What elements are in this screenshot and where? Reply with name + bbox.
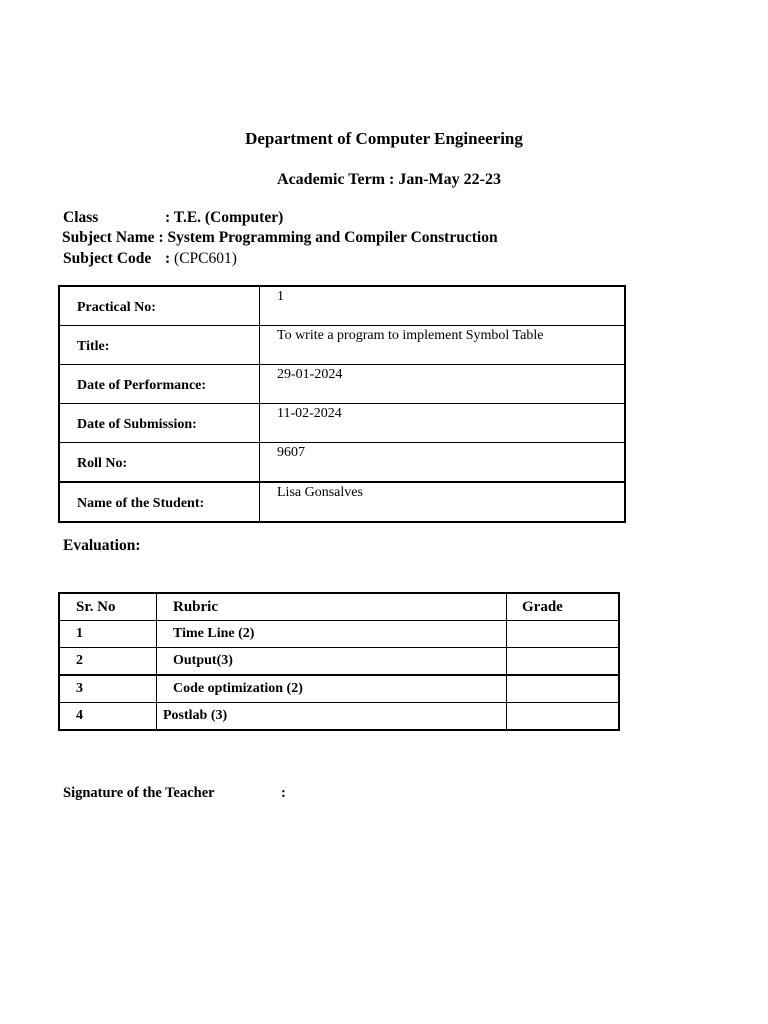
signature-colon: :: [281, 785, 286, 801]
practical-details-table: [58, 285, 626, 523]
class-label: Class: [63, 209, 99, 226]
table-row: [59, 675, 619, 703]
sr-no-cell: 4: [59, 703, 157, 731]
table-row: [59, 621, 619, 648]
subject-code-value: (CPC601): [174, 250, 237, 267]
table-row: [59, 404, 625, 443]
table-row: [59, 326, 625, 365]
subject-code-line: [63, 250, 237, 268]
table-header-row: [59, 593, 619, 621]
roll-no-label: Roll No:: [59, 443, 260, 483]
sr-no-cell: 1: [59, 621, 157, 648]
class-line: [63, 209, 283, 227]
rubric-cell: Code optimization (2): [157, 675, 507, 703]
rubric-cell: Output(3): [157, 648, 507, 676]
class-value: : T.E. (Computer): [165, 209, 284, 226]
practical-no-label: Practical No:: [59, 286, 260, 326]
rubric-cell: Postlab (3): [157, 703, 507, 731]
grade-cell: [507, 675, 620, 703]
signature-label: Signature of the Teacher: [63, 785, 215, 801]
date-of-submission-value: 11-02-2024: [260, 404, 626, 443]
student-name-label: Name of the Student:: [59, 482, 260, 522]
title-value: To write a program to implement Symbol Table: [260, 326, 626, 365]
sr-no-cell: 2: [59, 648, 157, 676]
subject-name-line: [62, 229, 498, 247]
subject-code-label: Subject Code: [63, 250, 152, 267]
date-of-performance-value: 29-01-2024: [260, 365, 626, 404]
grade-cell: [507, 648, 620, 676]
sr-no-cell: 3: [59, 675, 157, 703]
grade-cell: [507, 703, 620, 731]
table-row: [59, 703, 619, 731]
rubric-cell: Time Line (2): [157, 621, 507, 648]
subject-code-sep: :: [165, 250, 171, 267]
practical-no-value: 1: [260, 286, 626, 326]
evaluation-heading: Evaluation:: [63, 537, 141, 554]
subject-name-value: : System Programming and Compiler Construction: [158, 229, 498, 246]
column-header-grade: Grade: [507, 593, 620, 621]
title-label: Title:: [59, 326, 260, 365]
academic-term: Academic Term : Jan-May 22-23: [277, 171, 501, 188]
teacher-signature-line: [63, 785, 286, 802]
column-header-sr-no: Sr. No: [59, 593, 157, 621]
date-of-performance-label: Date of Performance:: [59, 365, 260, 404]
student-name-value: Lisa Gonsalves: [260, 482, 626, 522]
table-row: [59, 443, 625, 483]
department-title: Department of Computer Engineering: [245, 129, 523, 148]
table-row: [59, 365, 625, 404]
table-row: [59, 482, 625, 522]
roll-no-value: 9607: [260, 443, 626, 483]
grade-cell: [507, 621, 620, 648]
table-row: [59, 648, 619, 676]
table-row: [59, 286, 625, 326]
column-header-rubric: Rubric: [157, 593, 507, 621]
subject-name-label: Subject Name: [62, 229, 155, 246]
date-of-submission-label: Date of Submission:: [59, 404, 260, 443]
rubric-table: [58, 592, 620, 731]
